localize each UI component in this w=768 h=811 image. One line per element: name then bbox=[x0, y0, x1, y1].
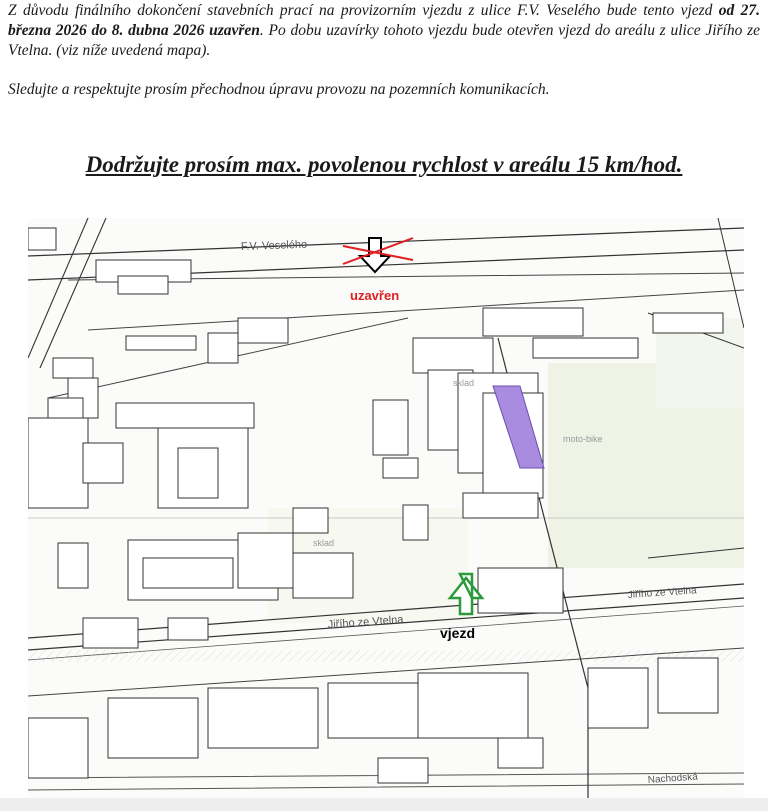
notice-paragraph-traffic: Sledujte a respektujte prosím přechodnou úpravu provozu na pozemních komunikacích. bbox=[8, 81, 550, 98]
label-entrance: vjezd bbox=[440, 625, 476, 641]
street-label-bottom-right: Jiřího ze Vtelna bbox=[627, 585, 697, 601]
notice-paragraph-closure bbox=[8, 1, 760, 61]
label-sklad-2: sklad bbox=[313, 538, 335, 548]
street-label-corner: Nachodská bbox=[647, 771, 699, 786]
notice-dates: od 27. března 2026 do 8. dubna 2026 uzavřen bbox=[8, 2, 760, 39]
closed-entrance-marker bbox=[343, 238, 413, 303]
notice-text-part1: Z důvodu finálního dokončení stavebních prací na provizorním vjezdu z ulice F.V. Veselého bude tento vjezd bbox=[8, 2, 719, 19]
notice-text bbox=[8, 1, 760, 100]
bottom-strip bbox=[0, 798, 768, 811]
street-label-top: F.V. Veselého bbox=[240, 238, 308, 253]
speed-limit-heading: Dodržujte prosím max. povolenou rychlost v areálu 15 km/hod. bbox=[85, 152, 683, 177]
site-map bbox=[28, 218, 744, 798]
label-moto-bike: moto-bike bbox=[563, 434, 603, 444]
label-sklad-1: sklad bbox=[453, 378, 475, 388]
label-closed: uzavřen bbox=[350, 288, 400, 303]
notice-text-part2: . Po dobu uzavírky tohoto vjezdu bude otevřen vjezd do areálu z ulice Jiřího ze Vtelna. (viz níže uvedená mapa). bbox=[8, 22, 760, 59]
street-label-bottom: Jiřího ze Vtelna bbox=[327, 613, 404, 631]
site-map-drawing bbox=[28, 218, 744, 798]
